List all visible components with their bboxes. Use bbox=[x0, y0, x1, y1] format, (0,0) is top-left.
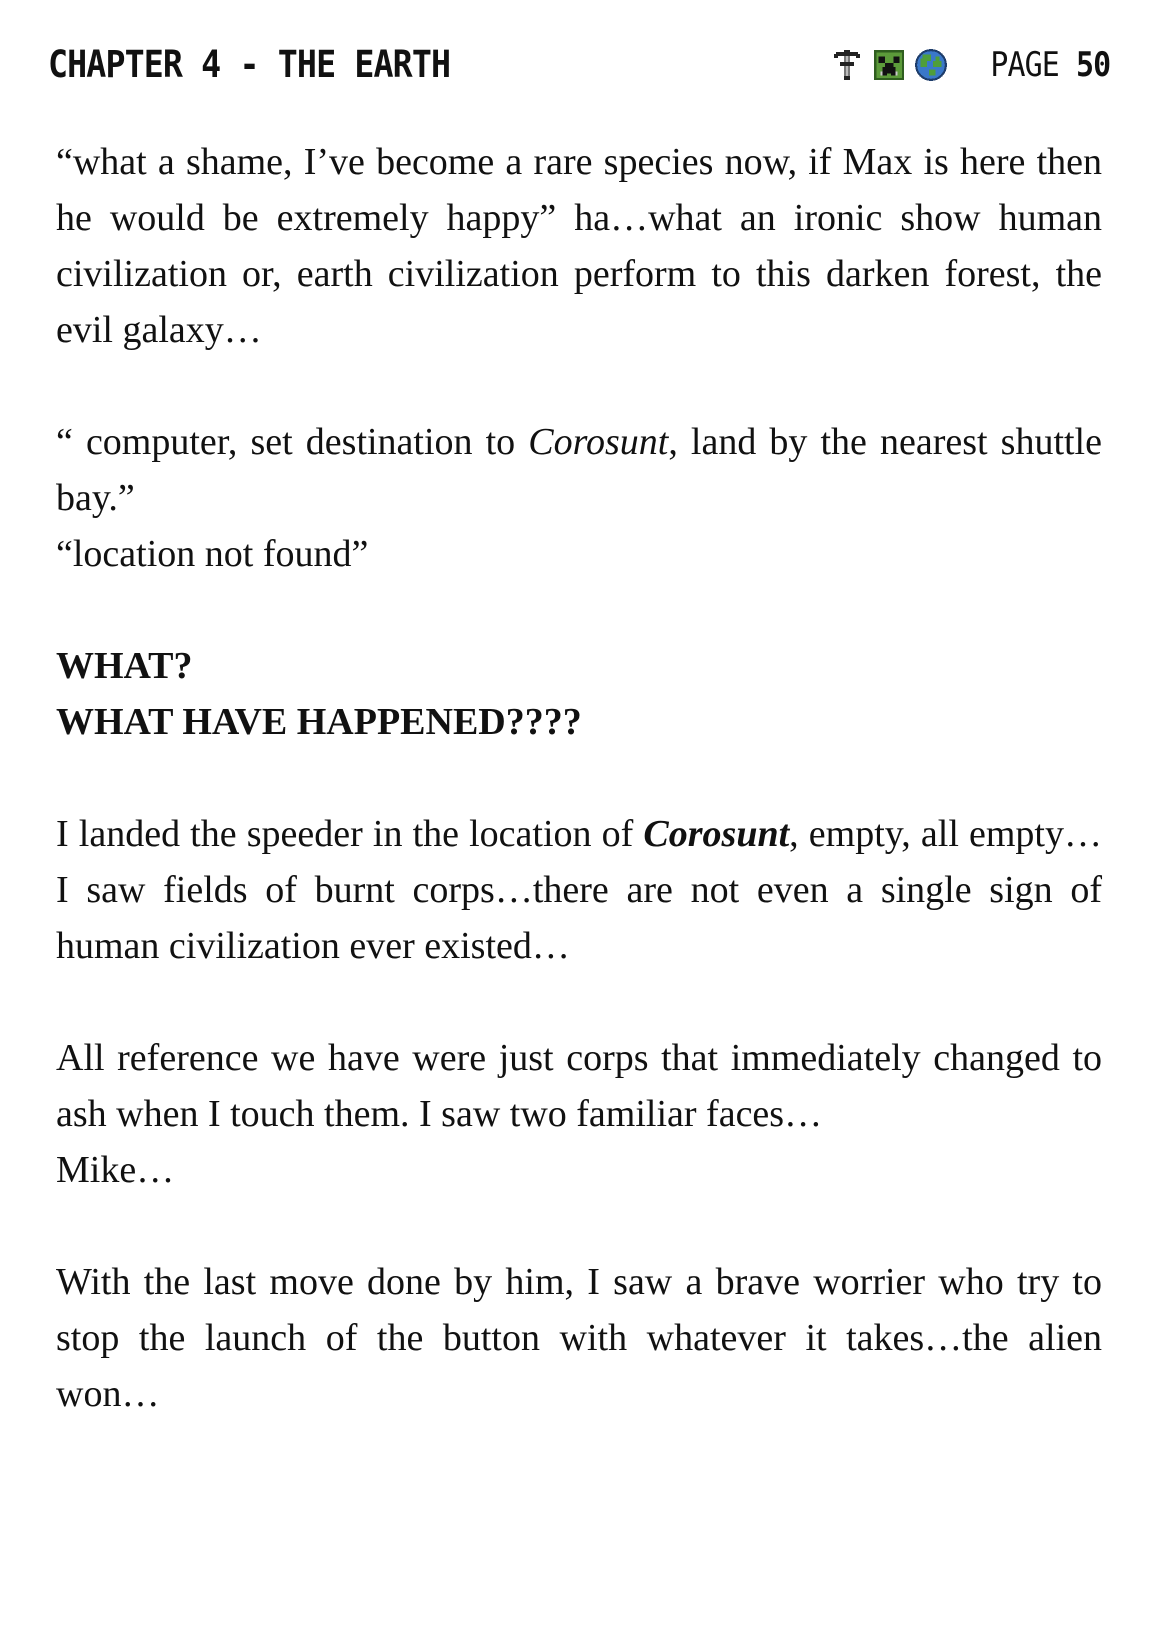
earth-globe-icon bbox=[914, 48, 948, 82]
exclamation-line-2: WHAT HAVE HAPPENED???? bbox=[56, 701, 582, 743]
chapter-title: CHAPTER 4 - THE EARTH bbox=[48, 43, 451, 86]
page-number: 50 bbox=[1075, 45, 1110, 85]
place-name-emphasis: Corosunt bbox=[643, 813, 790, 855]
page-indicator bbox=[990, 40, 1110, 90]
page-header bbox=[48, 40, 1110, 90]
paragraph-2-text-a: “ computer, set destination to bbox=[56, 421, 529, 463]
paragraph-6: All reference we have were just corps that immediately changed to ash when I touch them. I saw two familiar faces… bbox=[56, 1037, 1102, 1135]
paragraph-2 bbox=[56, 414, 1102, 526]
paragraph-2-text-b: , land by the nearest shuttle bay.” bbox=[56, 421, 1102, 519]
paragraph-5-text-a: I landed the speeder in the location of bbox=[56, 813, 644, 855]
place-name: Corosunt bbox=[528, 421, 669, 463]
paragraph-5-text-b: , empty, all empty… I saw fields of burnt corps…there are not even a single sign of human civilization ever existed… bbox=[56, 813, 1102, 967]
creeper-face-icon bbox=[872, 48, 906, 82]
page-label: PAGE bbox=[990, 45, 1059, 85]
dagger-icon bbox=[830, 48, 864, 82]
header-right bbox=[830, 40, 1110, 90]
page-body bbox=[56, 134, 1102, 1422]
paragraph-3: “location not found” bbox=[56, 533, 369, 575]
paragraph-1: “what a shame, I’ve become a rare species now, if Max is here then he would be extremely happy” ha…what an ironic show human civilization or, earth civilization perform to this darken forest, the evil galaxy… bbox=[56, 141, 1102, 351]
paragraph-5 bbox=[56, 806, 1102, 974]
paragraph-6-name: Mike… bbox=[56, 1149, 175, 1191]
paragraph-7: With the last move done by him, I saw a brave worrier who try to stop the launch of the button with whatever it takes…the alien won… bbox=[56, 1261, 1102, 1415]
exclamation-line-1: WHAT? bbox=[56, 645, 193, 687]
